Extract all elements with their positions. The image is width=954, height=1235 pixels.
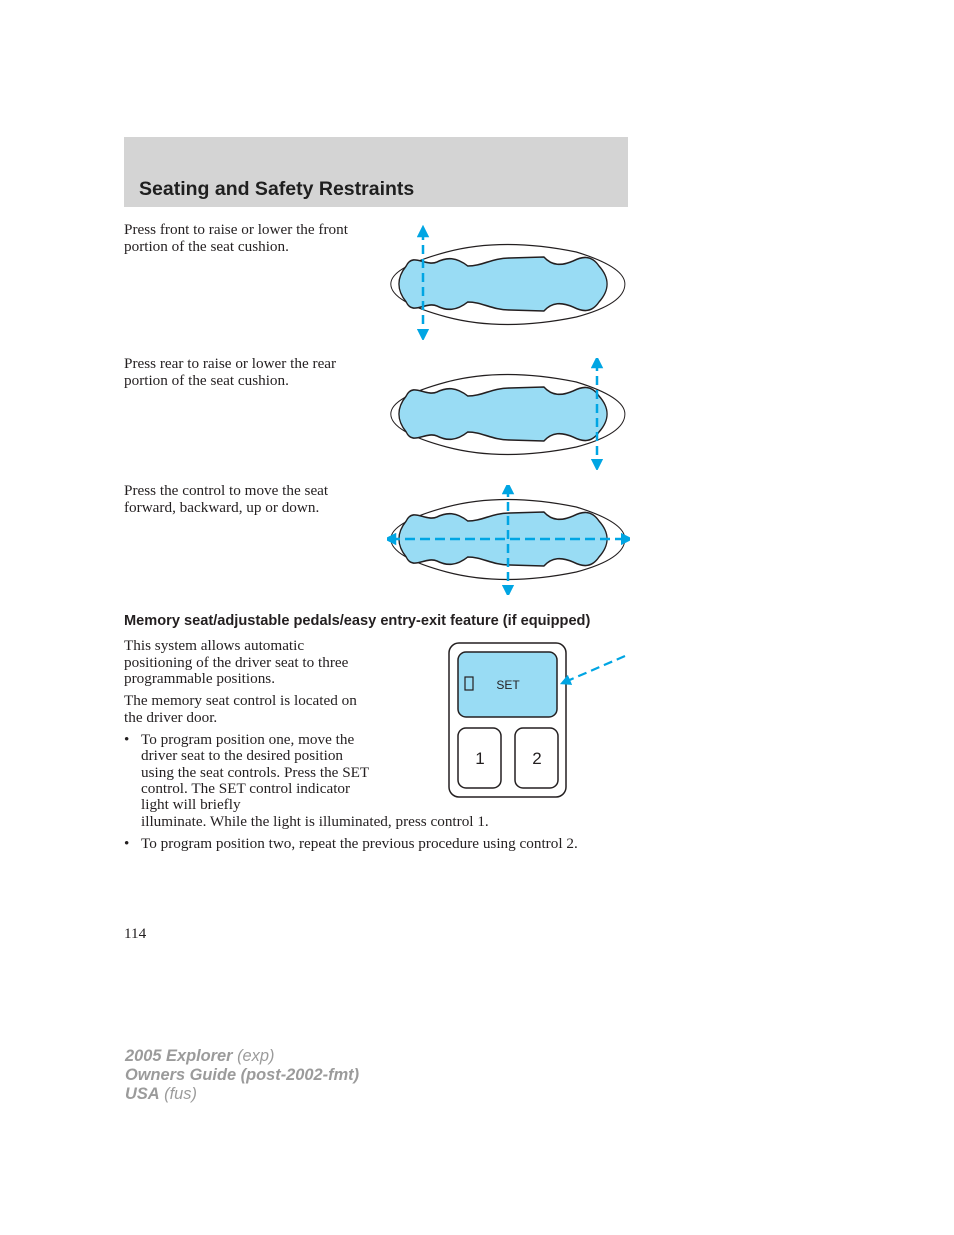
bullet-program-one-bottom-text: illuminate. While the light is illuminated, press control 1.: [141, 813, 489, 830]
section-title: Seating and Safety Restraints: [139, 178, 415, 200]
rear-cushion-diagram: [390, 358, 630, 470]
section-header: [124, 137, 628, 207]
memory-button-1-label: 1: [475, 749, 485, 768]
footer-guide: Owners Guide (post-2002-fmt): [125, 1065, 360, 1084]
bullet-marker: •: [124, 731, 130, 748]
front-cushion-diagram: [390, 225, 630, 340]
footer-line-1: [125, 1047, 359, 1066]
bullet-marker: •: [124, 835, 130, 852]
memory-seat-heading: Memory seat/adjustable pedals/easy entry-exit feature (if equipped): [124, 613, 591, 629]
memory-intro-text: This system allows automatic positioning of the driver seat to three programmable positions.: [124, 637, 349, 688]
footer-model: 2005 Explorer: [125, 1047, 233, 1065]
footer-line-3: [125, 1085, 359, 1104]
memory-seat-control-panel: [447, 641, 630, 801]
memory-location-text: The memory seat control is located on the driver door.: [124, 692, 357, 726]
rear-cushion-text: Press rear to raise or lower the rear portion of the seat cushion.: [124, 355, 337, 389]
set-pointer-line: [565, 656, 625, 682]
page-number: 114: [124, 925, 147, 942]
footer-line-2: [125, 1066, 359, 1085]
set-button-label: SET: [496, 678, 520, 692]
footer-model-code: (exp): [232, 1047, 275, 1065]
seat-control-diagram: [387, 485, 630, 595]
bullet-program-one-top-text: To program position one, move the driver seat to the desired position using the seat controls. Press the SET control. The SET control indicator light will briefly: [141, 731, 369, 814]
front-cushion-text: Press front to raise or lower the front portion of the seat cushion.: [124, 221, 348, 255]
footer-market: USA: [125, 1084, 160, 1103]
seat-control-text: Press the control to move the seat forward, backward, up or down.: [124, 482, 329, 516]
document-footer: [125, 1047, 359, 1103]
memory-button-2-label: 2: [532, 749, 542, 768]
bullet-program-two-text: To program position two, repeat the previous procedure using control 2.: [141, 835, 578, 852]
footer-market-code: (fus): [159, 1084, 197, 1103]
